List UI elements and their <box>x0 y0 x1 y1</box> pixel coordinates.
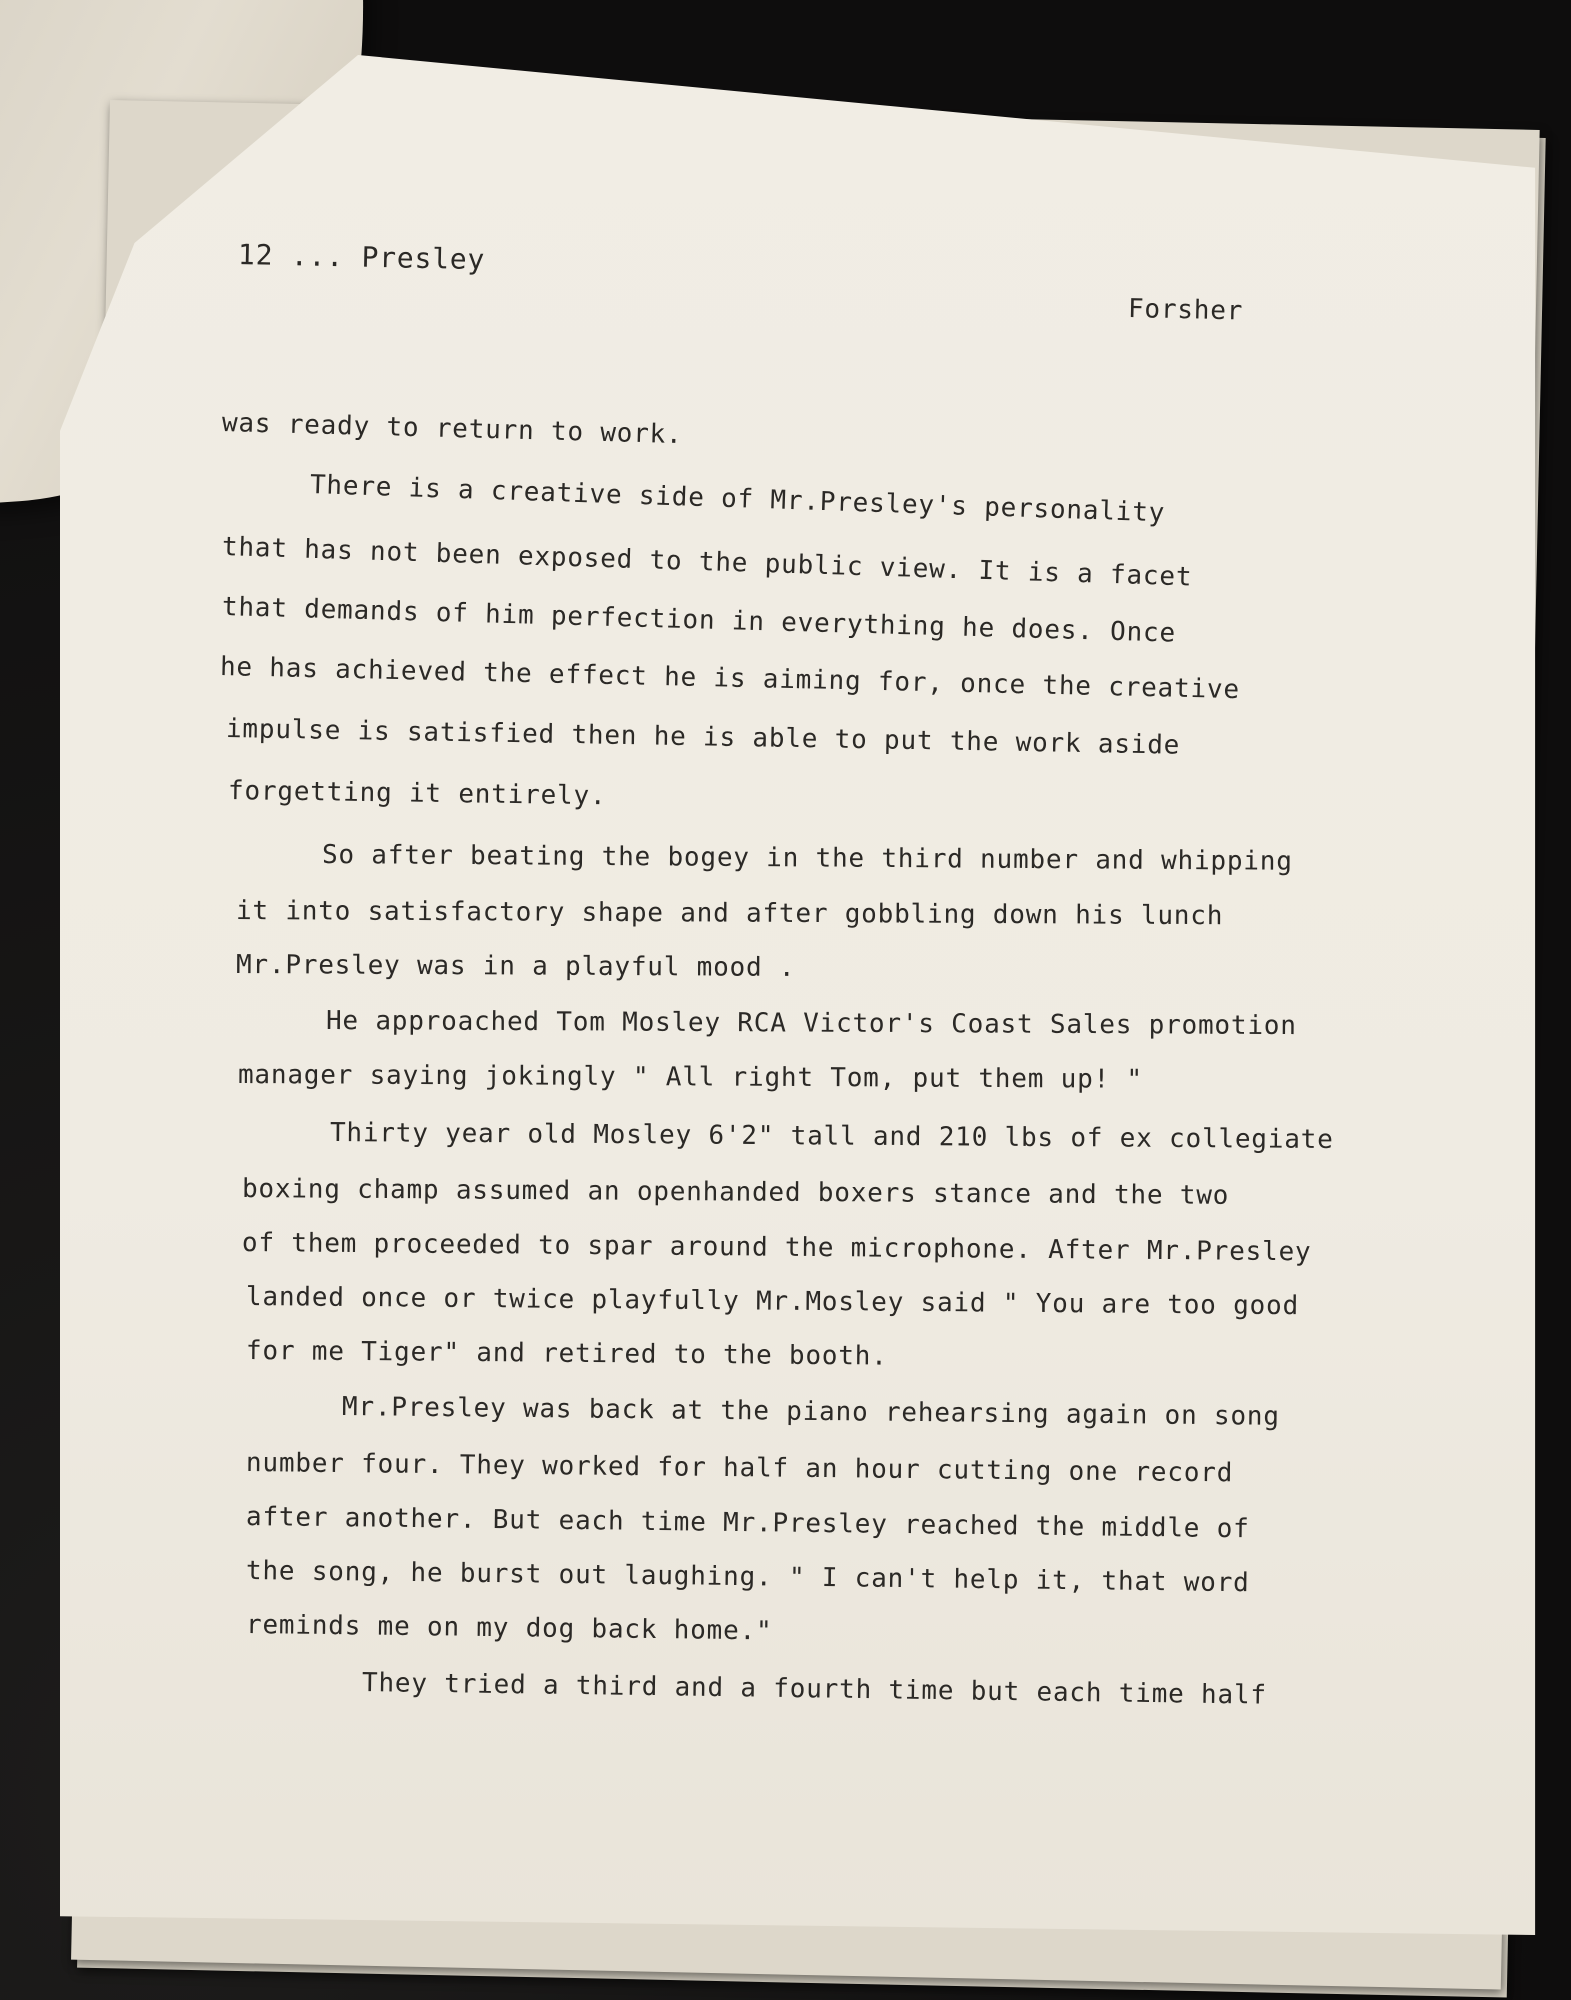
body-line: Mr.Presley was in a playful mood . <box>235 950 796 983</box>
body-line: So after beating the bogey in the third number and whipping <box>321 840 1293 877</box>
body-line: after another. But each time Mr.Presley reached the middle of <box>245 1502 1250 1545</box>
body-line: They tried a third and a fourth time but each time half <box>361 1668 1268 1711</box>
body-line: the song, he burst out laughing. " I can't help it, that word <box>245 1556 1250 1599</box>
body-line: that has not been exposed to the public view. It is a facet <box>221 532 1193 593</box>
body-line: reminds me on my dog back home." <box>245 1610 773 1647</box>
body-line: impulse is satisfied then he is able to put the work aside <box>225 714 1181 761</box>
body-line: number four. They worked for half an hour cutting one record <box>245 1448 1234 1489</box>
page-header-left: 12 ... Presley <box>237 238 486 277</box>
body-line: for me Tiger" and retired to the booth. <box>245 1336 888 1372</box>
body-line: manager saying jokingly " All right Tom, put them up! " <box>237 1060 1144 1095</box>
body-line: was ready to return to work. <box>221 408 683 451</box>
body-line: it into satisfactory shape and after gobbling down his lunch <box>235 896 1224 932</box>
body-line: Thirty year old Mosley 6'2" tall and 210 lbs of ex collegiate <box>329 1118 1334 1156</box>
body-line: of them proceeded to spar around the microphone. After Mr.Presley <box>241 1228 1312 1268</box>
body-line: Mr.Presley was back at the piano rehearsing again on song <box>341 1392 1280 1432</box>
body-line: that demands of him perfection in everything he does. Once <box>221 592 1177 649</box>
body-line: There is a creative side of Mr.Presley's personality <box>309 470 1166 529</box>
body-line: boxing champ assumed an openhanded boxers stance and the two <box>241 1174 1230 1211</box>
body-line: He approached Tom Mosley RCA Victor's Coast Sales promotion <box>325 1006 1297 1042</box>
body-line: forgetting it entirely. <box>227 776 607 812</box>
body-line: he has achieved the effect he is aiming for, once the creative <box>219 652 1241 706</box>
body-line: landed once or twice playfully Mr.Mosley said " You are too good <box>245 1282 1300 1322</box>
page-header-right: Forsher <box>1127 294 1244 327</box>
